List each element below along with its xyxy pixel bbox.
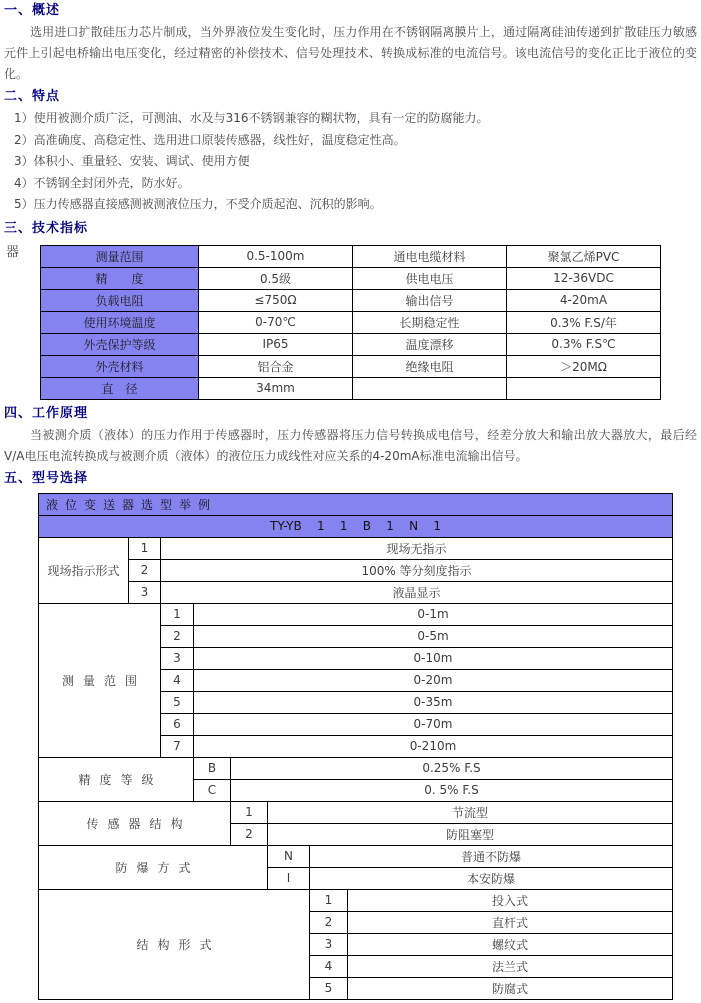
option-code-cell: I	[268, 867, 310, 889]
selection-title-row	[39, 493, 673, 515]
group-label-cell: 防爆方式	[39, 845, 268, 889]
option-desc-cell: 节流型	[268, 801, 673, 823]
feature-item: 1）使用被测介质广泛，可测油、水及与316不锈钢兼容的糊状物，具有一定的防腐能力。	[14, 111, 489, 125]
group-label-cell: 传感器结构	[39, 801, 231, 845]
option-code-cell: 7	[161, 735, 194, 757]
option-code-cell: C	[194, 779, 231, 801]
option-desc-cell: 0-20m	[194, 669, 673, 691]
option-desc-cell: 直杆式	[348, 911, 673, 933]
model-code-row	[39, 515, 673, 537]
option-row	[39, 603, 673, 625]
option-code-cell: 6	[161, 713, 194, 735]
section-heading-features: 二、特点	[4, 89, 61, 104]
option-desc-cell: 0.25% F.S	[231, 757, 673, 779]
option-code-cell: B	[194, 757, 231, 779]
spec-value-cell: IP65	[199, 333, 353, 355]
spec-value-cell: 34mm	[199, 377, 353, 399]
option-row	[39, 845, 673, 867]
spec-row	[41, 355, 661, 377]
group-label-cell: 现场指示形式	[39, 537, 129, 603]
spec-value2-cell: 0.3% F.S℃	[507, 333, 661, 355]
option-row	[39, 559, 673, 581]
option-code-cell: 3	[161, 647, 194, 669]
option-desc-cell: 法兰式	[348, 955, 673, 977]
option-desc-cell: 液晶显示	[161, 581, 673, 603]
spec-row	[41, 311, 661, 333]
spec-label-cell: 直 径	[41, 377, 199, 399]
option-code-cell: 3	[310, 933, 348, 955]
option-code-cell: 1	[231, 801, 268, 823]
spec-value2-cell: 聚氯乙烯PVC	[507, 245, 661, 267]
spec-row	[41, 245, 661, 267]
section-heading-specs: 三、技术指标	[4, 220, 89, 236]
spec-label2-cell: 输出信号	[353, 289, 507, 311]
spec-value2-cell: 4-20mA	[507, 289, 661, 311]
option-desc-cell: 0. 5% F.S	[231, 779, 673, 801]
option-code-cell: 2	[231, 823, 268, 845]
feature-item: 5）压力传感器直接感测被测液位压力，不受介质起泡、沉积的影响。	[14, 197, 382, 212]
option-desc-cell: 0-210m	[194, 735, 673, 757]
option-code-cell: 1	[310, 889, 348, 911]
feature-item: 4）不锈钢全封闭外壳，防水好。	[14, 175, 190, 190]
option-code-cell: 1	[161, 603, 194, 625]
option-desc-cell: 0-70m	[194, 713, 673, 735]
feature-item: 3）体积小、重量轻、安装、调试、使用方便	[14, 154, 250, 169]
option-desc-cell: 100% 等分刻度指示	[161, 559, 673, 581]
spec-label-cell: 使用环境温度	[41, 311, 199, 333]
model-code: TY-YB 1 1 B 1 N 1	[39, 515, 673, 537]
group-label-cell: 测量范围	[39, 603, 161, 757]
option-row	[39, 757, 673, 779]
spec-table	[40, 245, 661, 400]
option-desc-cell: 本安防爆	[310, 867, 673, 889]
spec-value2-cell: 12-36VDC	[507, 267, 661, 289]
feature-list	[14, 108, 701, 216]
feature-item: 2）高准确度、高稳定性、选用进口原装传感器，线性好，温度稳定性高。	[14, 132, 406, 147]
option-desc-cell: 防阻塞型	[268, 823, 673, 845]
model-selection-table	[38, 493, 673, 1000]
spec-label2-cell: 绝缘电阻	[353, 355, 507, 377]
spec-row	[41, 267, 661, 289]
spec-label-cell: 负载电阻	[41, 289, 199, 311]
spec-value2-cell: 0.3% F.S/年	[507, 311, 661, 333]
spec-value2-cell	[507, 377, 661, 399]
spec-label-cell: 精 度	[41, 267, 199, 289]
stray-margin-char: 器	[6, 245, 20, 260]
spec-label2-cell: 长期稳定性	[353, 311, 507, 333]
principle-paragraph: 当被测介质（液体）的压力作用于传感器时，压力传感器将压力信号转换成电信号，经差分放大和输出放大器放大，最后经V/A电压电流转换成与被测介质（液体）的液位压力成线性对应关系的4-20mA标准电流输出信号。	[4, 427, 697, 463]
spec-row	[41, 377, 661, 399]
overview-paragraph: 选用进口扩散硅压力芯片制成，当外界液位发生变化时，压力作用在不锈钢隔离膜片上，通过隔离硅油传递到扩散硅压力敏感元件上引起电桥输出电压变化，经过精密的补偿技术、信号处理技术、转换成标准的电流信号。该电流信号的变化正比于液位的变化。	[4, 25, 697, 81]
option-code-cell: 5	[161, 691, 194, 713]
option-code-cell: N	[268, 845, 310, 867]
option-code-cell: 2	[310, 911, 348, 933]
option-desc-cell: 0-5m	[194, 625, 673, 647]
option-code-cell: 2	[129, 559, 161, 581]
option-desc-cell: 投入式	[348, 889, 673, 911]
option-row	[39, 537, 673, 559]
option-code-cell: 2	[161, 625, 194, 647]
selection-table-title: 液位变送器选型举例	[39, 493, 673, 515]
option-desc-cell: 螺纹式	[348, 933, 673, 955]
group-label-cell: 精度等级	[39, 757, 194, 801]
spec-label2-cell: 供电电压	[353, 267, 507, 289]
option-desc-cell: 防腐式	[348, 977, 673, 999]
spec-value2-cell: ＞20MΩ	[507, 355, 661, 377]
option-desc-cell: 0-1m	[194, 603, 673, 625]
spec-value-cell: ≤750Ω	[199, 289, 353, 311]
spec-label2-cell: 通电电缆材料	[353, 245, 507, 267]
spec-label2-cell	[353, 377, 507, 399]
spec-row	[41, 289, 661, 311]
spec-value-cell: 0-70℃	[199, 311, 353, 333]
spec-value-cell: 0.5-100m	[199, 245, 353, 267]
spec-label-cell: 测量范围	[41, 245, 199, 267]
option-code-cell: 3	[129, 581, 161, 603]
option-code-cell: 5	[310, 977, 348, 999]
spec-label-cell: 外壳材料	[41, 355, 199, 377]
option-desc-cell: 0-35m	[194, 691, 673, 713]
spec-label-cell: 外壳保护等级	[41, 333, 199, 355]
option-row	[39, 581, 673, 603]
option-code-cell: 4	[161, 669, 194, 691]
option-desc-cell: 0-10m	[194, 647, 673, 669]
spec-value-cell: 铝合金	[199, 355, 353, 377]
option-desc-cell: 现场无指示	[161, 537, 673, 559]
group-label-cell: 结构形式	[39, 889, 310, 999]
option-code-cell: 1	[129, 537, 161, 559]
section-heading-selection: 五、型号选择	[4, 470, 89, 486]
spec-value-cell: 0.5级	[199, 267, 353, 289]
option-code-cell: 4	[310, 955, 348, 977]
option-desc-cell: 普通不防爆	[310, 845, 673, 867]
spec-row	[41, 333, 661, 355]
option-row	[39, 801, 673, 823]
section-heading-overview: 一、概述	[4, 3, 61, 18]
section-heading-principle: 四、工作原理	[4, 405, 89, 421]
spec-label2-cell: 温度漂移	[353, 333, 507, 355]
option-row	[39, 889, 673, 911]
